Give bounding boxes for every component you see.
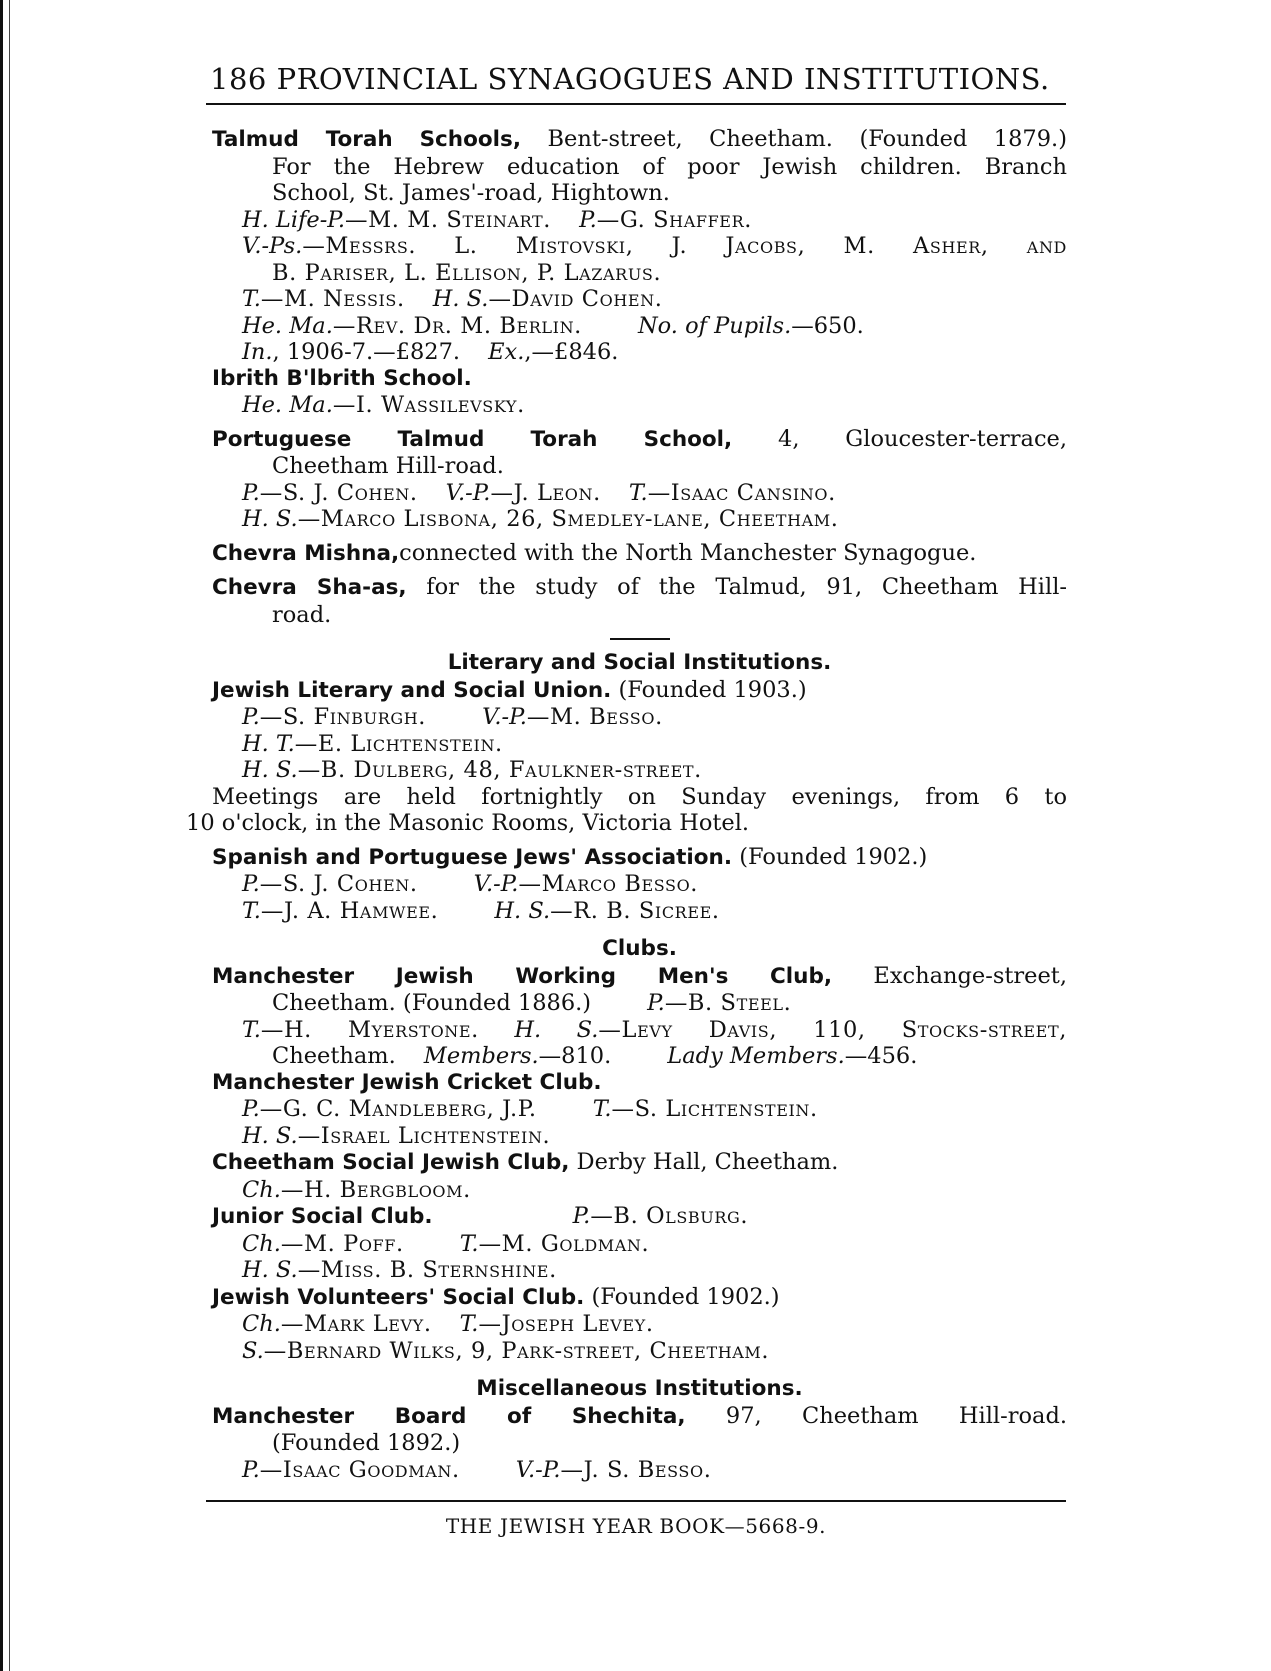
officer-line: H. S.—B. Dulberg, 48, Faulkner-street.	[242, 757, 702, 783]
entry-name: Talmud Torah Schools,	[212, 127, 521, 152]
page-body	[186, 126, 1068, 1483]
entry-name: Portuguese Talmud Torah School,	[212, 426, 733, 452]
entry-description: School, St. James'-road, Hightown.	[272, 180, 670, 206]
section-heading: Literary and Social Institutions.	[447, 650, 832, 675]
entry-junior-social-club: Junior Social Club. P.—B. Olsburg. Ch.—M. Poff. T.—M. Goldman. H. S.—Miss. B. Sternshine.	[212, 1203, 1067, 1284]
page-header	[210, 62, 1065, 96]
footer-rule	[206, 1500, 1066, 1502]
officer-line: Ch.—H. Bergbloom.	[242, 1176, 471, 1203]
entry-working-mens-club: Manchester Jewish Working Men's Club, Exchange-street, Cheetham. (Founded 1886.) P.—B. Steel. T.—H. Myerstone. H. S.—Levy Davis, 110, Stocks-street, Cheetham. Members.—810. Lady Members.—456.	[212, 962, 1067, 1069]
officer-line: T.—H. Myerstone. H. S.—Levy Davis, 110, Stocks-street,	[242, 1016, 1067, 1043]
entry-spanish-portuguese: Spanish and Portuguese Jews' Association. (Founded 1902.) P.—S. J. Cohen. V.-P.—Marco Besso. T.—J. A. Hamwee. H. S.—R. B. Sicree.	[212, 844, 1067, 925]
page-binding-edge	[0, 0, 18, 1671]
entry-address: 4, Gloucester-terrace,	[778, 425, 1068, 452]
finance-line: In., 1906-7.—£827. Ex.,—£846.	[242, 339, 619, 365]
section-heading: Miscellaneous Institutions.	[476, 1376, 803, 1401]
officer-line: S.—Bernard Wilks, 9, Park-street, Cheetham.	[242, 1337, 770, 1364]
page-title: PROVINCIAL SYNAGOGUES AND INSTITUTIONS.	[276, 62, 1050, 96]
officer-line: He. Ma.—I. Wassilevsky.	[242, 392, 525, 418]
header-rule	[206, 103, 1066, 105]
officer-line: H. S.—Miss. B. Sternshine.	[242, 1257, 557, 1283]
officer-line: H. S.—Israel Lichtenstein.	[242, 1122, 551, 1149]
entry-cricket-club: Manchester Jewish Cricket Club. P.—G. C. Mandleberg, J.P. T.—S. Lichtenstein. H. S.—Israel Lichtenstein.	[212, 1070, 1067, 1150]
meetings-note: 10 o'clock, in the Masonic Rooms, Victoria Hotel.	[186, 810, 750, 836]
entry-ibrith	[212, 366, 1067, 419]
officer-line: P.—S. Finburgh. V.-P.—M. Besso.	[242, 704, 663, 730]
officer-line: T.—M. Nessis. H. S.—David Cohen.	[242, 286, 663, 312]
officer-line: Ch.—Mark Levy. T.—Joseph Levey.	[242, 1311, 654, 1337]
entry-description: For the Hebrew education of poor Jewish children. Branch	[272, 153, 1067, 180]
officer-line: P.—S. J. Cohen. V.-P.—Marco Besso.	[242, 871, 699, 897]
officer-line: T.—J. A. Hamwee. H. S.—R. B. Sicree.	[242, 897, 720, 924]
officer-line: P.—S. J. Cohen. V.-P.—J. Leon. T.—Isaac Cansino.	[242, 479, 836, 506]
entry-cheetham-social-club: Cheetham Social Jewish Club, Derby Hall, Cheetham. Ch.—H. Bergbloom.	[212, 1149, 1067, 1203]
entry-name: Ibrith B'lbrith School.	[212, 365, 472, 391]
section-rule	[610, 638, 670, 640]
entry-portuguese-talmud-torah	[212, 426, 1067, 533]
entry-address: Cheetham Hill-road.	[272, 453, 504, 479]
officer-line: Ch.—M. Poff. T.—M. Goldman.	[242, 1230, 650, 1257]
page-number: 186	[210, 62, 267, 96]
officer-line: P.—Isaac Goodman. V.-P.—J. S. Besso.	[242, 1456, 712, 1483]
officer-line: H. S.—Marco Lisbona, 26, Smedley-lane, Cheetham.	[242, 506, 839, 532]
section-heading: Clubs.	[602, 936, 677, 961]
page-footer: THE JEWISH YEAR BOOK—5668-9.	[445, 1514, 827, 1538]
officer-line: H. Life-P.—M. M. Steinart. P.—G. Shaffer.	[242, 206, 752, 233]
entry-board-of-shechita: Manchester Board of Shechita, 97, Cheetham Hill-road. (Founded 1892.) P.—Isaac Goodman. V.-P.—J. S. Besso.	[212, 1402, 1067, 1483]
officer-line: H. T.—E. Lichtenstein.	[242, 730, 503, 757]
entry-chevra-mishna: Chevra Mishna,connected with the North Manchester Synagogue.	[212, 539, 977, 566]
officer-line: He. Ma.—Rev. Dr. M. Berlin. No. of Pupils.—650.	[242, 312, 864, 339]
officer-line: V.-Ps.—Messrs. L. Mistovski, J. Jacobs, M. Asher, and	[242, 233, 1067, 259]
entry-address: Bent-street, Cheetham. (Founded 1879.)	[547, 126, 1067, 152]
entry-chevra-shaas: Chevra Sha-as, for the study of the Talmud, 91, Cheetham Hill- road.	[212, 574, 1067, 628]
meetings-note: Meetings are held fortnightly on Sunday evenings, from 6 to	[212, 783, 1067, 810]
entry-talmud-torah	[212, 126, 1067, 366]
officer-line: B. Pariser, L. Ellison, P. Lazarus.	[272, 259, 662, 286]
officer-line: P.—G. C. Mandleberg, J.P. T.—S. Lichtenstein.	[242, 1096, 818, 1122]
entry-volunteers-social-club: Jewish Volunteers' Social Club. (Founded 1902.) Ch.—Mark Levy. T.—Joseph Levey. S.—Bernard Wilks, 9, Park-street, Cheetham.	[212, 1284, 1067, 1365]
entry-literary-union: Jewish Literary and Social Union. (Founded 1903.) P.—S. Finburgh. V.-P.—M. Besso. H. T.—E. Lichtenstein. H. S.—B. Dulberg, 48, Faulkner-street. Meetings are held fortnightly on Sunday evenings, from 6 to 10 o'clock, in the Masonic Rooms, Victoria Hotel.	[186, 676, 1067, 836]
